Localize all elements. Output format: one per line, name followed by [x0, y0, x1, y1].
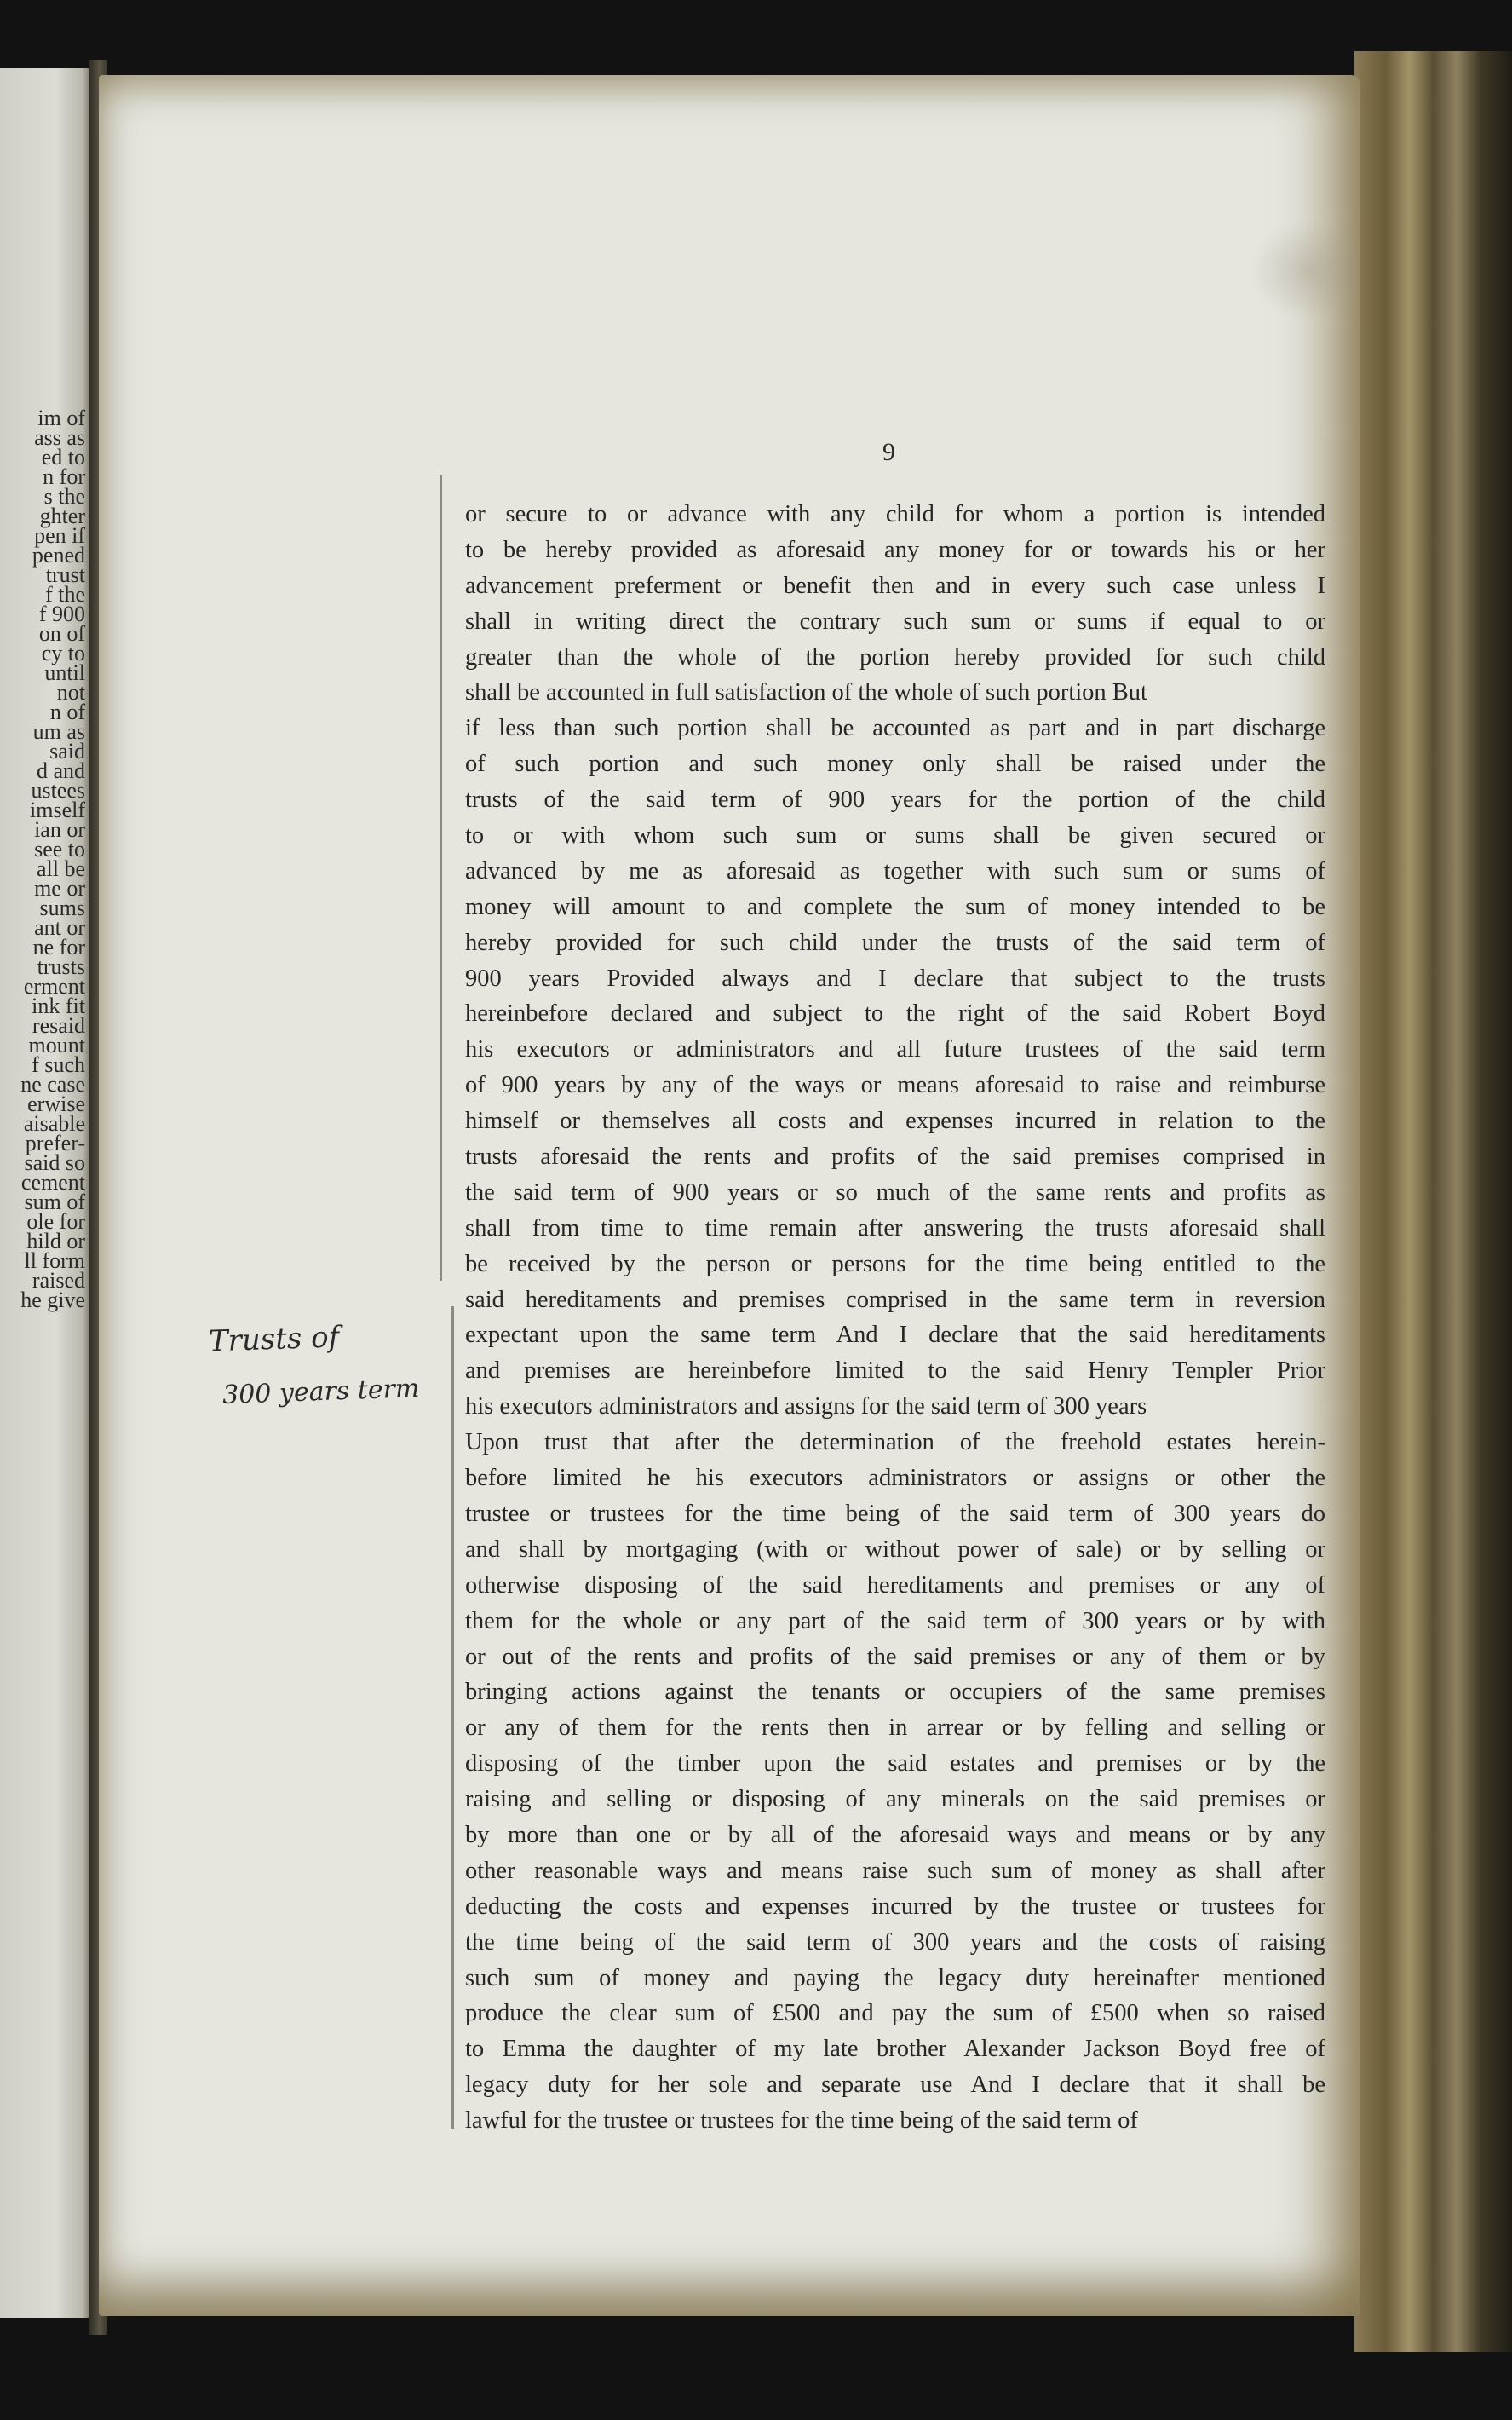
- text-line: or any of them for the rents then in arrear or by felling and selling or: [465, 1714, 1325, 1742]
- body-text: [465, 497, 1325, 2139]
- text-line: the time being of the said term of 300 years and the costs of raising: [465, 1928, 1325, 1956]
- text-line: the said term of 900 years or so much of the same rents and profits as: [465, 1178, 1325, 1206]
- text-line: if less than such portion shall be accounted as part and in part discharge: [465, 715, 1325, 742]
- text-line: disposing of the timber upon the said estates and premises or by the: [465, 1750, 1325, 1778]
- text-line: of 900 years by any of the ways or means aforesaid to raise and reimburse: [465, 1072, 1325, 1099]
- text-line: expectant upon the same term And I declare that the said hereditaments: [465, 1322, 1325, 1349]
- page-number: 9: [882, 438, 895, 466]
- left-page-text-fragment: sum of: [24, 1190, 85, 1214]
- text-line: of such portion and such money only shall be raised under the: [465, 751, 1325, 778]
- page-edges-stack: [1354, 51, 1512, 2352]
- text-line: to be hereby provided as aforesaid any money for or towards his or her: [465, 536, 1325, 563]
- left-page-text-fragment: said so: [24, 1150, 85, 1175]
- text-line: shall in writing direct the contrary such sum or sums if equal to or: [465, 608, 1325, 635]
- left-page-text-fragment: hild or: [26, 1229, 85, 1253]
- left-page-text-fragment: aisable: [23, 1111, 85, 1136]
- text-line: deducting the costs and expenses incurred by the trustee or trustees for: [465, 1893, 1325, 1920]
- text-line: be received by the person or persons for the time being entitled to the: [465, 1250, 1325, 1277]
- text-line: or out of the rents and profits of the said premises or any of them or by: [465, 1643, 1325, 1670]
- text-line: and premises are hereinbefore limited to the said Henry Templer Prior: [465, 1357, 1325, 1385]
- left-page-text-fragment: s the: [43, 484, 85, 509]
- left-page-text-fragment: pened: [32, 543, 85, 568]
- text-line: raising and selling or disposing of any minerals on the said premises or: [465, 1786, 1325, 1813]
- text-line: trusts of the said term of 900 years for the portion of the child: [465, 786, 1325, 814]
- left-page-text-fragment: ian or: [34, 817, 85, 842]
- left-page-text-fragment: resaid: [32, 1013, 85, 1038]
- margin-bracket-lower: [451, 1306, 454, 2129]
- left-page-text-fragment: he give: [20, 1288, 85, 1312]
- left-page-text-fragment: f 900: [38, 602, 85, 626]
- text-line: trusts aforesaid the rents and profits of the said premises comprised in: [465, 1144, 1325, 1171]
- left-page-text-fragment: im of: [37, 406, 85, 430]
- text-line: lawful for the trustee or trustees for the time being of the said term of: [465, 2107, 1138, 2135]
- left-page-text-fragment: f such: [32, 1052, 85, 1077]
- text-line: produce the clear sum of £500 and pay the sum of £500 when so raised: [465, 2000, 1325, 2027]
- left-page-text-fragment: ghter: [39, 504, 85, 528]
- text-line: money will amount to and complete the sum of money intended to be: [465, 893, 1325, 920]
- left-page-text-fragment: said: [49, 739, 85, 763]
- text-line: otherwise disposing of the said hereditaments and premises or any of: [465, 1571, 1325, 1599]
- left-page-text-fragment: all be: [36, 856, 85, 881]
- left-page-text-fragment: ass as: [34, 425, 85, 450]
- right-page: [99, 75, 1360, 2316]
- left-page-text-fragment: not: [56, 680, 85, 705]
- text-line: his executors or administrators and all future trustees of the said term: [465, 1036, 1325, 1063]
- left-page-edge: [0, 68, 92, 2318]
- margin-note-line-2: 300 years term: [221, 1373, 420, 1411]
- left-page-text-fragment: pen if: [34, 523, 85, 548]
- left-page-text-fragment: ant or: [34, 915, 85, 940]
- text-line: legacy duty for her sole and separate use And I declare that it shall be: [465, 2071, 1325, 2099]
- left-page-text-fragment: cy to: [41, 641, 85, 666]
- left-page-text-fragment: n of: [49, 700, 85, 724]
- left-page-text-fragment: raised: [32, 1268, 85, 1293]
- left-page-text-fragment: ne case: [20, 1072, 85, 1097]
- left-page-text-fragment: um as: [32, 719, 85, 744]
- left-page-text-fragment: erment: [23, 974, 85, 999]
- left-page-text-fragment: sums: [39, 896, 85, 920]
- text-line: bringing actions against the tenants or occupiers of the same premises: [465, 1679, 1325, 1706]
- margin-bracket-upper: [440, 475, 442, 1281]
- text-line: advanced by me as aforesaid as together with such sum or sums of: [465, 857, 1325, 884]
- text-line: other reasonable ways and means raise such sum of money as shall after: [465, 1857, 1325, 1884]
- text-line: hereinbefore declared and subject to the right of the said Robert Boyd: [465, 1000, 1325, 1028]
- text-line: before limited he his executors administrators or assigns or other the: [465, 1465, 1325, 1492]
- text-line: to or with whom such sum or sums shall be given secured or: [465, 822, 1325, 850]
- text-line: said hereditaments and premises comprised in the same term in reversion: [465, 1286, 1325, 1313]
- left-page-text-fragment: f the: [45, 582, 85, 607]
- text-line: greater than the whole of the portion hereby provided for such child: [465, 643, 1325, 671]
- text-line: them for the whole or any part of the said term of 300 years or by with: [465, 1607, 1325, 1634]
- text-line: such sum of money and paying the legacy duty hereinafter mentioned: [465, 1964, 1325, 1991]
- text-line: Upon trust that after the determination of the freehold estates herein-: [465, 1429, 1325, 1456]
- margin-note-line-1: Trusts of: [208, 1320, 340, 1359]
- left-page-text-fragment: cement: [20, 1170, 85, 1195]
- text-line: himself or themselves all costs and expenses incurred in relation to the: [465, 1108, 1325, 1135]
- left-page-text-fragment: on of: [38, 621, 85, 646]
- left-page-text-fragment: ne for: [32, 935, 85, 959]
- text-line: to Emma the daughter of my late brother Alexander Jackson Boyd free of: [465, 2036, 1325, 2063]
- text-line: shall from time to time remain after answering the trusts aforesaid shall: [465, 1214, 1325, 1242]
- text-line: his executors administrators and assigns for the said term of 300 years: [465, 1393, 1147, 1420]
- text-line: advancement preferment or benefit then and in every such case unless I: [465, 572, 1325, 599]
- text-line: trustee or trustees for the time being of the said term of 300 years do: [465, 1500, 1325, 1527]
- left-page-text-fragment: erwise: [27, 1092, 85, 1116]
- text-line: by more than one or by all of the aforesaid ways and means or by any: [465, 1821, 1325, 1848]
- left-page-text-fragment: imself: [30, 798, 85, 822]
- text-line: shall be accounted in full satisfaction of the whole of such portion But: [465, 679, 1147, 706]
- left-page-text-fragment: ed to: [41, 445, 85, 470]
- left-page-text-fragment: trusts: [37, 954, 85, 979]
- left-page-text-fragment: until: [44, 660, 85, 685]
- text-line: hereby provided for such child under the trusts of the said term of: [465, 929, 1325, 956]
- text-line: 900 years Provided always and I declare that subject to the trusts: [465, 965, 1325, 992]
- left-page-text-fragment: ll form: [24, 1248, 85, 1273]
- text-line: and shall by mortgaging (with or without power of sale) or by selling or: [465, 1536, 1325, 1563]
- left-page-text-fragment: trust: [45, 562, 85, 587]
- handwritten-margin-note: [208, 1307, 433, 1424]
- left-page-text-fragment: d and: [36, 758, 85, 783]
- left-page-text-fragment: me or: [34, 876, 85, 901]
- left-page-text-fragment: see to: [34, 837, 85, 861]
- left-page-text-fragment: ole for: [26, 1209, 85, 1234]
- left-page-text-fragment: ink fit: [32, 994, 85, 1018]
- page-stain: [1249, 220, 1368, 322]
- left-page-text-fragment: mount: [28, 1033, 85, 1057]
- left-page-text-fragment: ustees: [31, 778, 85, 803]
- left-page-text-fragment: prefer-: [25, 1131, 85, 1155]
- text-line: or secure to or advance with any child for whom a portion is intended: [465, 501, 1325, 527]
- left-page-text-fragment: n for: [43, 464, 85, 489]
